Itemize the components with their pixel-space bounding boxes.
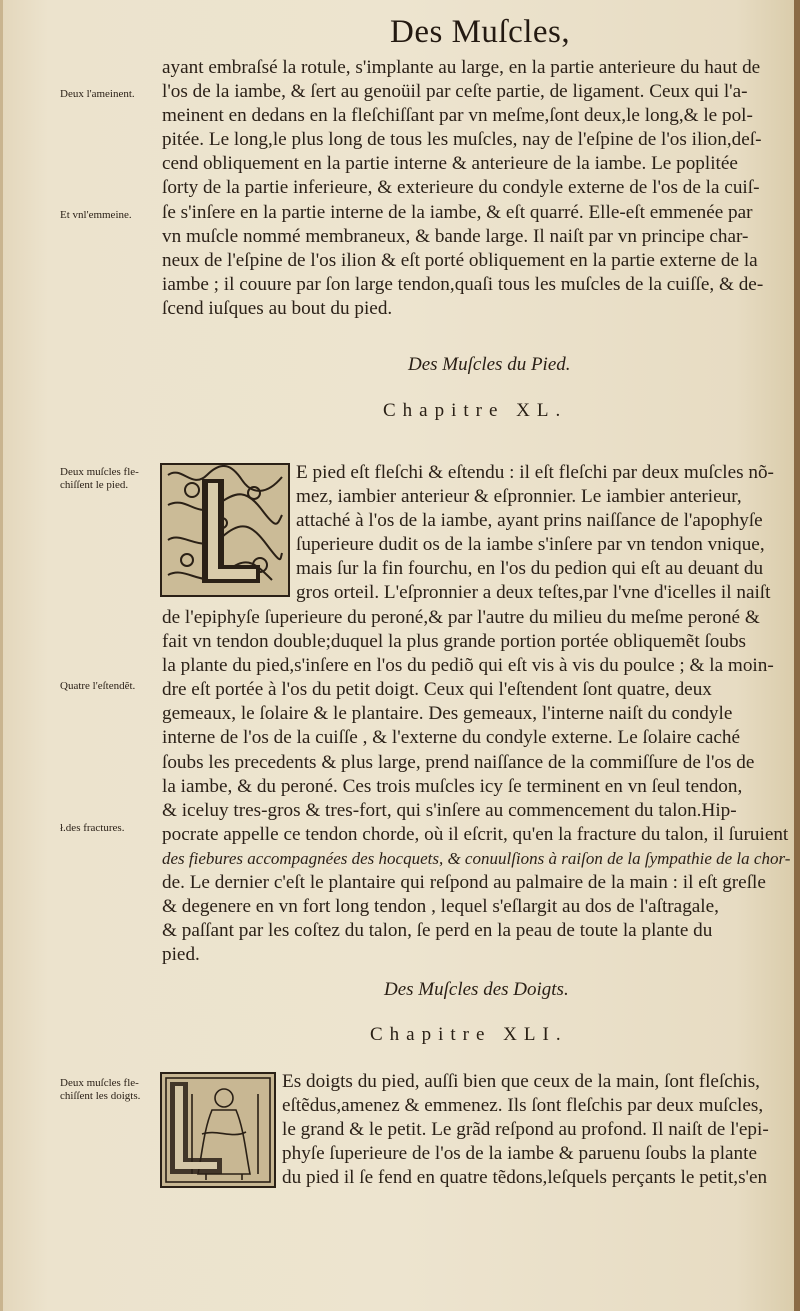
paragraph-continued — [162, 56, 790, 321]
text-line: Es doigts du pied, auſſi bien que ceux de la main, ſont fleſchis, — [282, 1071, 760, 1092]
text-line: & degenere en vn fort long tendon , lequel s'eſlargit au dos de l'aſtragale, — [162, 896, 719, 918]
chapter-heading-xli: Chapitre XLI. — [370, 1024, 568, 1045]
text-line: phyſe ſuperieure de l'os de la iambe & paruenu ſoubs la plante — [282, 1143, 757, 1165]
text-line: fait vn tendon double;duquel la plus grande portion portée obliquemẽt ſoubs — [162, 631, 747, 653]
page-right-edge — [794, 0, 800, 1311]
section-title-pied: Des Muſcles du Pied. — [408, 354, 571, 375]
side-note-flechissent-doigts: Deux muſcles fle-chiſſent les doigts. — [60, 1077, 141, 1102]
running-head: Des Muſcles, — [390, 14, 571, 50]
side-note-flechissent-pied: Deux muſcles fle-chiſſent le pied. — [60, 466, 139, 491]
text-line: l'os de la iambe, & ſert au genoüil par ceſte partie, de ligament. Ceux qui l'a- — [162, 81, 748, 103]
chapter-heading-xl: Chapitre XL. — [383, 400, 568, 421]
text-line: ſuperieure dudit os de la iambe s'inſere par vn tendon vnique, — [296, 534, 765, 556]
text-line: ſorty de la partie inferieure, & exterieure du condyle externe de l'os de la cuiſ- — [162, 177, 760, 199]
decorated-initial-L — [160, 463, 290, 597]
text-line-italic: des fiebures accompagnées des hocquets, & conuulſions à raiſon de la ſympathie de la chor- — [162, 848, 790, 868]
page-left-edge — [0, 0, 3, 1311]
text-line: ſe s'inſere en la partie interne de la iambe, & eſt quarré. Elle-eſt emmenée par — [162, 201, 753, 223]
paragraph-chapter-xl-continued — [162, 606, 790, 967]
section-title-doigts: Des Muſcles des Doigts. — [384, 979, 569, 1000]
figure-initial-icon — [162, 1074, 274, 1186]
text-line: ſcend iuſques au bout du pied. — [162, 297, 393, 319]
text-line: & paſſant par les coſtez du talon, ſe perd en la peau de toute la plante du — [162, 920, 713, 942]
side-note-ameinent: Deux l'ameinent. — [60, 88, 135, 100]
text-line: du pied il ſe fend en quatre tẽdons,leſquels perçants le petit,s'en — [282, 1167, 768, 1189]
text-line: & iceluy tres-gros & tres-fort, qui s'inſere au commencement du talon.Hip- — [162, 799, 737, 821]
text-line: le grand & le petit. Le grãd reſpond au profond. Il naiſt de l'epi- — [282, 1119, 769, 1141]
decorated-initial-L-figure — [160, 1072, 276, 1188]
text-line: interne de l'os de la cuiſſe , & l'externe du condyle externe. Le ſolaire caché — [162, 727, 741, 749]
text-line: pied. — [162, 944, 200, 966]
text-line: mez, iambier anterieur & eſpronnier. Le iambier anterieur, — [296, 486, 742, 508]
text-line: mais ſur la fin fourchu, en l'os du pedion qui eſt au deuant du — [296, 558, 764, 580]
text-line: cend obliquement en la partie interne & anterieure de la iambe. Le poplitée — [162, 153, 738, 175]
text-line: gemeaux, le ſolaire & le plantaire. Des gemeaux, l'interne naiſt du condyle — [162, 703, 733, 725]
text-line: de l'epiphyſe ſuperieure du peroné,& par l'autre du milieu du meſme peroné & — [162, 607, 760, 628]
side-note-emmeine: Et vnl'emmeine. — [60, 209, 132, 221]
ornament-initial-icon — [162, 465, 288, 595]
text-line: meinent en dedans en la fleſchiſſant par vn meſme,ſont deux,le long,& le pol- — [162, 105, 753, 127]
text-line: vn muſcle nommé membraneux, & bande large. Il naiſt par vn principe char- — [162, 225, 749, 247]
text-line: ayant embraſsé la rotule, s'implante au large, en la partie anterieure du haut de — [162, 57, 761, 78]
text-line: la plante du pied,s'inſere en l'os du pediõ qui eſt vis à vis du poulce ; & la moin- — [162, 655, 774, 677]
text-line: ſoubs les precedents & plus large, prend naiſſance de la commiſſure de l'os de — [162, 751, 755, 773]
side-note-estendent: Quatre l'eſtendẽt. — [60, 680, 136, 692]
text-line: gros orteil. L'eſpronnier a deux teſtes,par l'vne d'icelles il naiſt — [296, 582, 771, 604]
text-line: eſtẽdus,amenez & emmenez. Ils ſont fleſchis par deux muſcles, — [282, 1095, 764, 1117]
text-line: la iambe, & du peroné. Ces trois muſcles icy ſe terminent en vn ſeul tendon, — [162, 775, 743, 797]
text-line: E pied eſt fleſchi & eſtendu : il eſt fleſchi par deux muſcles nõ- — [296, 462, 774, 483]
text-line: pocrate appelle ce tendon chorde, où il eſcrit, qu'en la fracture du talon, il ſuruient — [162, 823, 789, 845]
side-note-fractures: ł.des fractures. — [60, 822, 125, 834]
paragraph-chapter-xli-start — [282, 1070, 790, 1190]
text-line: attaché à l'os de la iambe, ayant prins naiſſance de l'apophyſe — [296, 510, 763, 532]
text-line: iambe ; il couure par ſon large tendon,quaſi tous les muſcles de la cuiſſe, & de- — [162, 273, 764, 295]
text-line: neux de l'eſpine de l'os ilion & eſt porté obliquement en la partie externe de la — [162, 249, 758, 271]
text-line: de. Le dernier c'eſt le plantaire qui reſpond au palmaire de la main : il eſt greſle — [162, 872, 766, 894]
text-line: pitée. Le long,le plus long de tous les muſcles, nay de l'eſpine de l'os ilion,deſ- — [162, 129, 762, 151]
paragraph-chapter-xl-start — [296, 461, 790, 606]
text-line: dre eſt portée à l'os du petit doigt. Ceux qui l'eſtendent ſont quatre, deux — [162, 679, 712, 701]
